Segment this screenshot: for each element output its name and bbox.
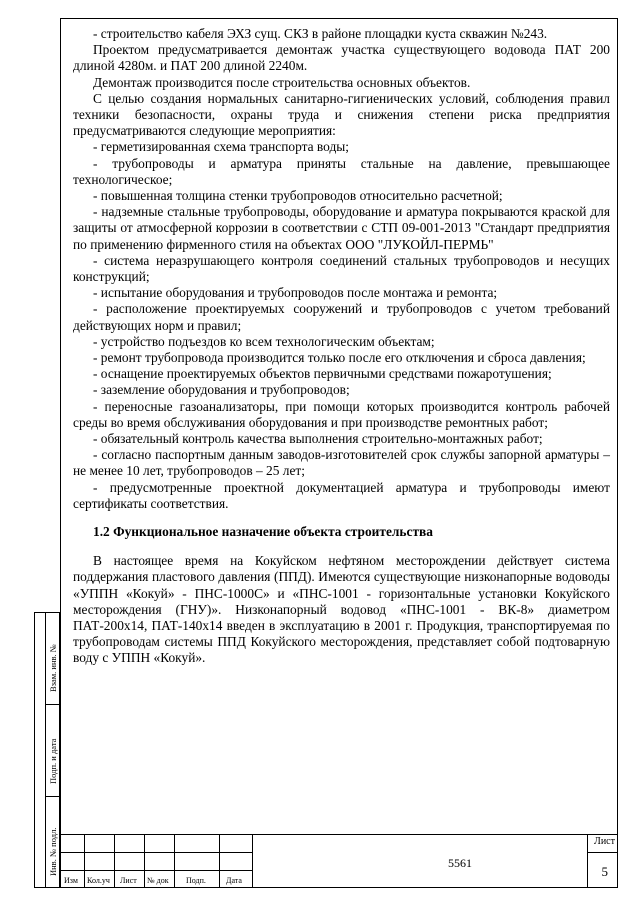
list-item: - обязательный контроль качества выполнения строительно-монтажных работ;: [93, 431, 543, 447]
list-item: - ремонт трубопровода производится только после его отключения и сброса давления;: [93, 350, 586, 366]
col-izm: Изм: [64, 876, 78, 885]
list-item: - трубопроводы и арматура приняты стальные на давление, превышающее технологическое;: [73, 155, 610, 187]
col-list: Лист: [120, 876, 137, 885]
col-data: Дата: [226, 876, 242, 885]
list-item: - предусмотренные проектной документацией арматура и трубопроводы имеют сертификаты соответствия.: [73, 479, 610, 511]
paragraph: Проектом предусматривается демонтаж участка существующего водовода ПАТ 200 длиной 4280м. и ПАТ 200 длиной 2240м.: [73, 42, 610, 74]
list-item: - испытание оборудования и трубопроводов после монтажа и ремонта;: [93, 285, 498, 301]
paragraph: - строительство кабеля ЭХЗ сущ. СКЗ в районе площадки куста скважин №243.: [93, 26, 548, 41]
paragraph: С целью создания нормальных санитарно-гигиенических условий, соблюдения правил техники безопасности, охраны труда и снижения степени риска предприятия предусматриваются следующие мероприятия:: [73, 90, 610, 139]
list-item: - повышенная толщина стенки трубопроводов относительно расчетной;: [93, 188, 503, 204]
page-number: 5: [601, 864, 608, 879]
list-item: - надземные стальные трубопроводы, оборудование и арматура покрываются краской для защиты от атмосферной коррозии в соответствии с СТП 09-001-2013 "Стандарт предприятия по применению фирменного стиля на объектах ООО "ЛУКОЙЛ-ПЕРМЬ": [73, 204, 610, 252]
section-heading: 1.2 Функциональное назначение объекта строительства: [93, 524, 433, 540]
list-item: - заземление оборудования и трубопроводов;: [93, 382, 350, 398]
col-n-dok: № док: [147, 876, 169, 885]
list-item: - герметизированная схема транспорта воды;: [93, 139, 349, 155]
paragraph: В настоящее время на Кокуйском нефтяном месторождении действует система поддержания пластового давления (ППД). Имеются существующие низконапорные водоводы «УППН «Кокуй» - ПНС-1000С» и «ПНС-1001 - горизонтальные установки Кокуйского месторождения (ГНУ)». Низконапорный водовод «ПНС-1001 - ВК-8» диаметром ПАТ-200х14, ПАТ-140х14 введен в эксплуатацию в 2001 г. Продукция, транспортируемая по трубопроводам системы ППД Кокуйского месторождения, представляет собой подтоварную воду с УППН «Кокуй».: [73, 553, 610, 666]
list-item: - расположение проектируемых сооружений и трубопроводов с учетом требований действующих норм и правил;: [73, 301, 610, 333]
list-item: - система неразрушающего контроля соединений стальных трубопроводов и несущих конструкций;: [73, 252, 610, 285]
list-label: Лист: [594, 836, 615, 847]
col-kol-uch: Кол.уч: [87, 876, 110, 885]
list-item: - согласно паспортным данным заводов-изготовителей срок службы запорной арматуры – не менее 10 лет, трубопроводов – 25 лет;: [73, 447, 610, 479]
vzam-inv-label: Взам. инв. №: [48, 644, 58, 692]
binding-strip: [34, 612, 60, 888]
paragraph: Демонтаж производится после строительства основных объектов.: [93, 74, 471, 90]
document-code: 5561: [448, 856, 472, 870]
title-block: [60, 834, 618, 888]
list-item: - переносные газоанализаторы, при помощи которых производится контроль рабочей среды во время обслуживания оборудования и при производстве ремонтных работ;: [73, 398, 610, 430]
list-item: - устройство подъездов ко всем технологическим объектам;: [93, 333, 435, 349]
podp-data-label: Подп. и дата: [48, 738, 58, 784]
list-item: - оснащение проектируемых объектов первичными средствами пожаротушения;: [93, 366, 552, 382]
col-podp: Подп.: [186, 876, 206, 885]
document-body: [73, 26, 610, 667]
inv-podl-label: Инв. № подл.: [48, 827, 58, 876]
